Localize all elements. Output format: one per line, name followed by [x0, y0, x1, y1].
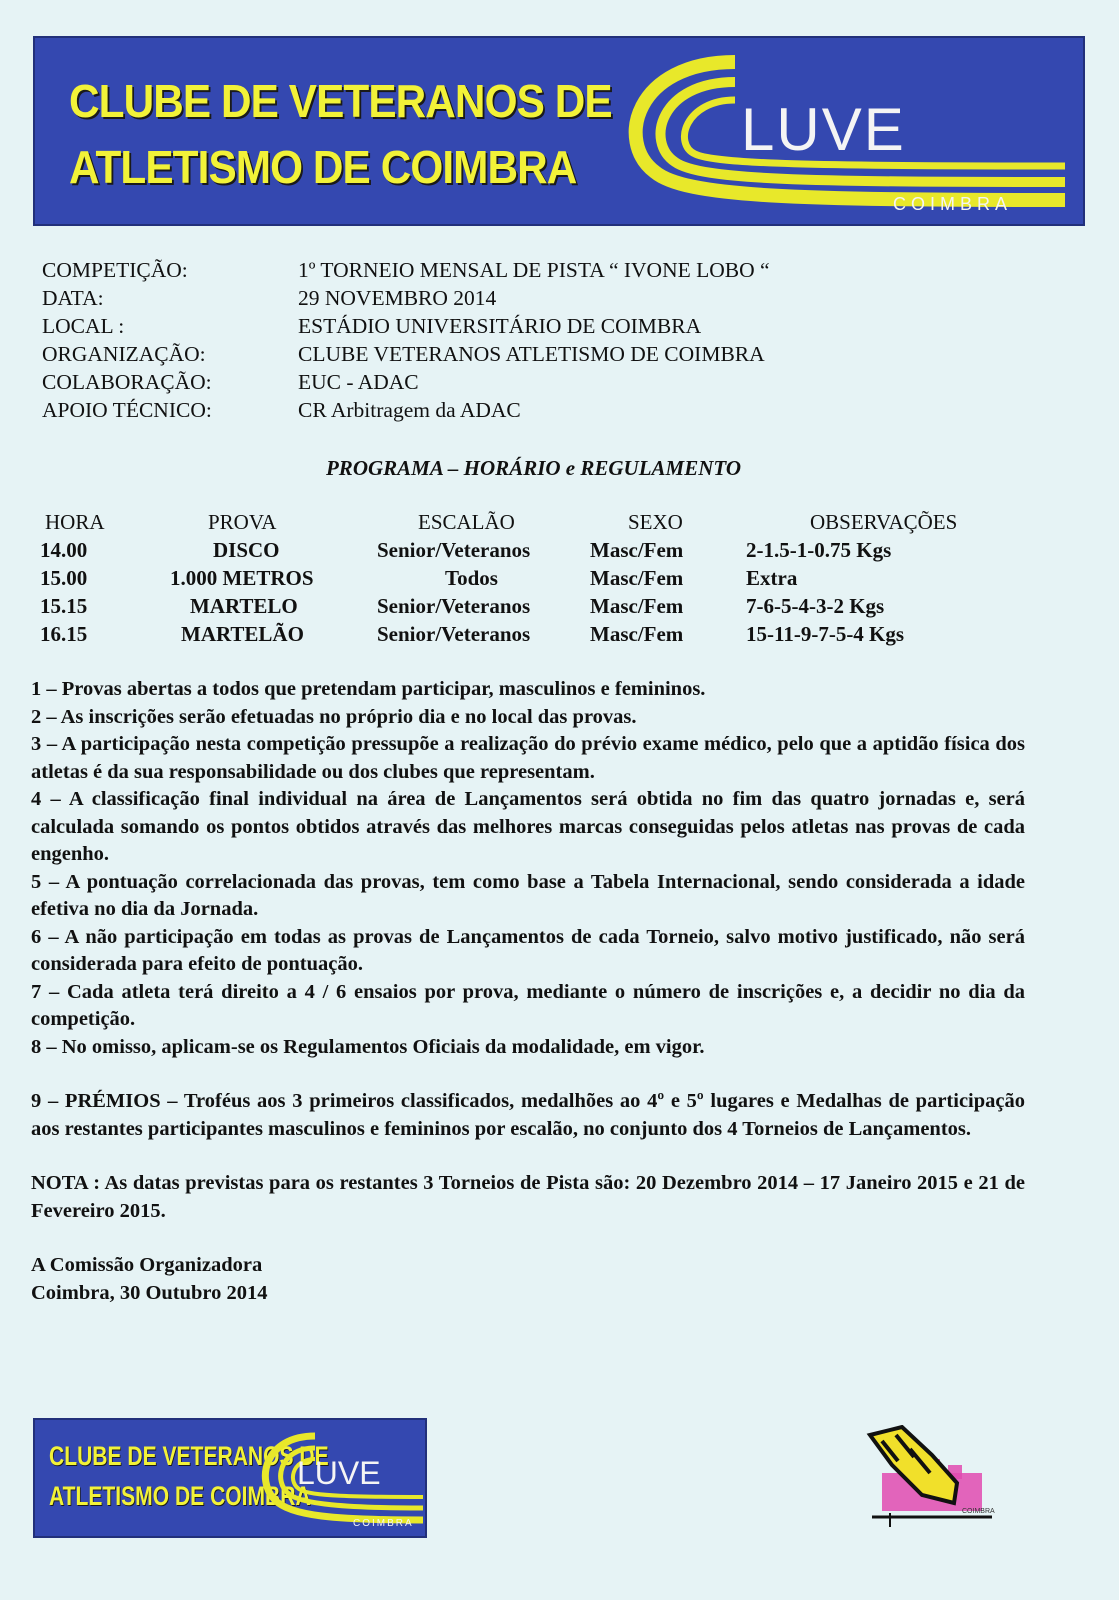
header-escalao: ESCALÃO — [418, 510, 515, 534]
cell-observacoes: 15-11-9-7-5-4 Kgs — [746, 622, 905, 646]
info-row — [42, 312, 770, 340]
info-label: DATA: — [42, 286, 104, 310]
cell-hora: 15.15 — [40, 594, 88, 618]
cell-prova: MARTELÃO — [181, 622, 304, 646]
info-row — [42, 368, 770, 396]
rule-item: 3 – A participação nesta competição pressupõe a realização do prévio exame médico, pelo que a aptidão física dos atletas é da sua responsabilidade ou dos clubes que representam. — [31, 733, 1025, 783]
rule-item: 8 – No omisso, aplicam-se os Regulamentos Oficiais da modalidade, em vigor. — [31, 1035, 705, 1058]
cell-observacoes: Extra — [746, 566, 798, 590]
cell-prova: MARTELO — [190, 594, 298, 618]
info-label: COLABORAÇÃO: — [42, 370, 212, 394]
logo-text: LUVE — [741, 96, 906, 163]
cell-sexo: Masc/Fem — [590, 538, 684, 562]
footer-logo-subtext: COIMBRA — [353, 1518, 414, 1529]
footer-club-name-line1: CLUBE DE VETERANOS DE — [49, 1441, 329, 1471]
cell-hora: 16.15 — [40, 622, 88, 646]
rule-item: 1 – Provas abertas a todos que pretendam participar, masculinos e femininos. — [31, 678, 706, 700]
cell-prova: 1.000 METROS — [170, 566, 314, 590]
cell-observacoes: 7-6-5-4-3-2 Kgs — [746, 594, 885, 618]
info-value: EUC - ADAC — [298, 370, 419, 394]
emblem-caption: COIMBRA — [962, 1508, 995, 1515]
regulations — [31, 676, 1025, 1307]
footer-logo-text: LUVE — [297, 1455, 381, 1491]
club-name-line2: ATLETISMO DE COIMBRA — [69, 141, 577, 193]
shoe-city-emblem-icon — [862, 1425, 1002, 1535]
cell-escalao: Senior/Veteranos — [377, 538, 531, 562]
info-value: 29 NOVEMBRO 2014 — [298, 286, 497, 310]
header-banner — [33, 36, 1085, 226]
info-label: ORGANIZAÇÃO: — [42, 342, 206, 366]
cell-hora: 15.00 — [40, 566, 88, 590]
rule-item: 4 – A classificação final individual na área de Lançamentos será obtida no fim das quatro jornadas e, será calculada somando os pontos obtidos através das melhores marcas conseguidas pelos atletas nas provas de cada engenho. — [31, 788, 1025, 865]
header-observacoes: OBSERVAÇÕES — [810, 510, 958, 534]
rule-item: 7 – Cada atleta terá direito a 4 / 6 ensaios por prova, mediante o número de inscrições e, a decidir no dia da competição. — [31, 980, 1025, 1030]
info-label: COMPETIÇÃO: — [42, 258, 188, 282]
program-title: PROGRAMA – HORÁRIO e REGULAMENTO — [325, 456, 742, 480]
competition-info — [42, 256, 770, 424]
info-value: CLUBE VETERANOS ATLETISMO DE COIMBRA — [298, 342, 765, 366]
cell-escalao: Todos — [445, 566, 498, 590]
footer-banner — [33, 1418, 427, 1538]
cell-sexo: Masc/Fem — [590, 594, 684, 618]
rule-item: 5 – A pontuação correlacionada das provas, tem como base a Tabela Internacional, sendo considerada a idade efetiva no dia da Jornada. — [31, 870, 1025, 920]
cell-sexo: Masc/Fem — [590, 566, 684, 590]
header-sexo: SEXO — [628, 510, 683, 534]
info-row — [42, 396, 770, 424]
cell-escalao: Senior/Veteranos — [377, 594, 531, 618]
logo-subtext: COIMBRA — [893, 194, 1013, 214]
club-name-line1: CLUBE DE VETERANOS DE — [69, 75, 612, 127]
cell-hora: 14.00 — [40, 538, 88, 562]
rule-item: 2 – As inscrições serão efetuadas no próprio dia e no local das provas. — [31, 705, 637, 728]
cell-sexo: Masc/Fem — [590, 622, 684, 646]
info-label: LOCAL : — [42, 314, 125, 338]
prizes-paragraph: 9 – PRÉMIOS – Troféus aos 3 primeiros classificados, medalhões ao 4º e 5º lugares e Medalhas de participação aos restantes participantes masculinos e femininos por escalão, no conjunto dos 4 Torneios de Lançamentos. — [31, 1090, 1025, 1140]
club-name — [69, 68, 612, 200]
signature-line2: Coimbra, 30 Outubro 2014 — [31, 1281, 268, 1304]
info-row — [42, 256, 770, 284]
footer-club-name-line2: ATLETISMO DE COIMBRA — [49, 1481, 311, 1511]
header-prova: PROVA — [208, 510, 277, 534]
signature-line1: A Comissão Organizadora — [31, 1254, 263, 1276]
info-value: ESTÁDIO UNIVERSITÁRIO DE COIMBRA — [298, 314, 702, 338]
cell-escalao: Senior/Veteranos — [377, 622, 531, 646]
cell-observacoes: 2-1.5-1-0.75 Kgs — [746, 538, 892, 562]
info-value: CR Arbitragem da ADAC — [298, 398, 521, 422]
rule-item: 6 – A não participação em todas as provas de Lançamentos de cada Torneio, salvo motivo justificado, não será considerada para efeito de pontuação. — [31, 925, 1025, 975]
cell-prova: DISCO — [213, 538, 280, 562]
info-label: APOIO TÉCNICO: — [42, 398, 212, 422]
info-row — [42, 284, 770, 312]
note-paragraph: NOTA : As datas previstas para os restantes 3 Torneios de Pista são: 20 Dezembro 2014 – 17 Janeiro 2015 e 21 de Fevereiro 2015. — [31, 1172, 1025, 1222]
info-value: 1º TORNEIO MENSAL DE PISTA “ IVONE LOBO “ — [298, 258, 770, 282]
header-hora: HORA — [45, 510, 105, 534]
info-row — [42, 340, 770, 368]
